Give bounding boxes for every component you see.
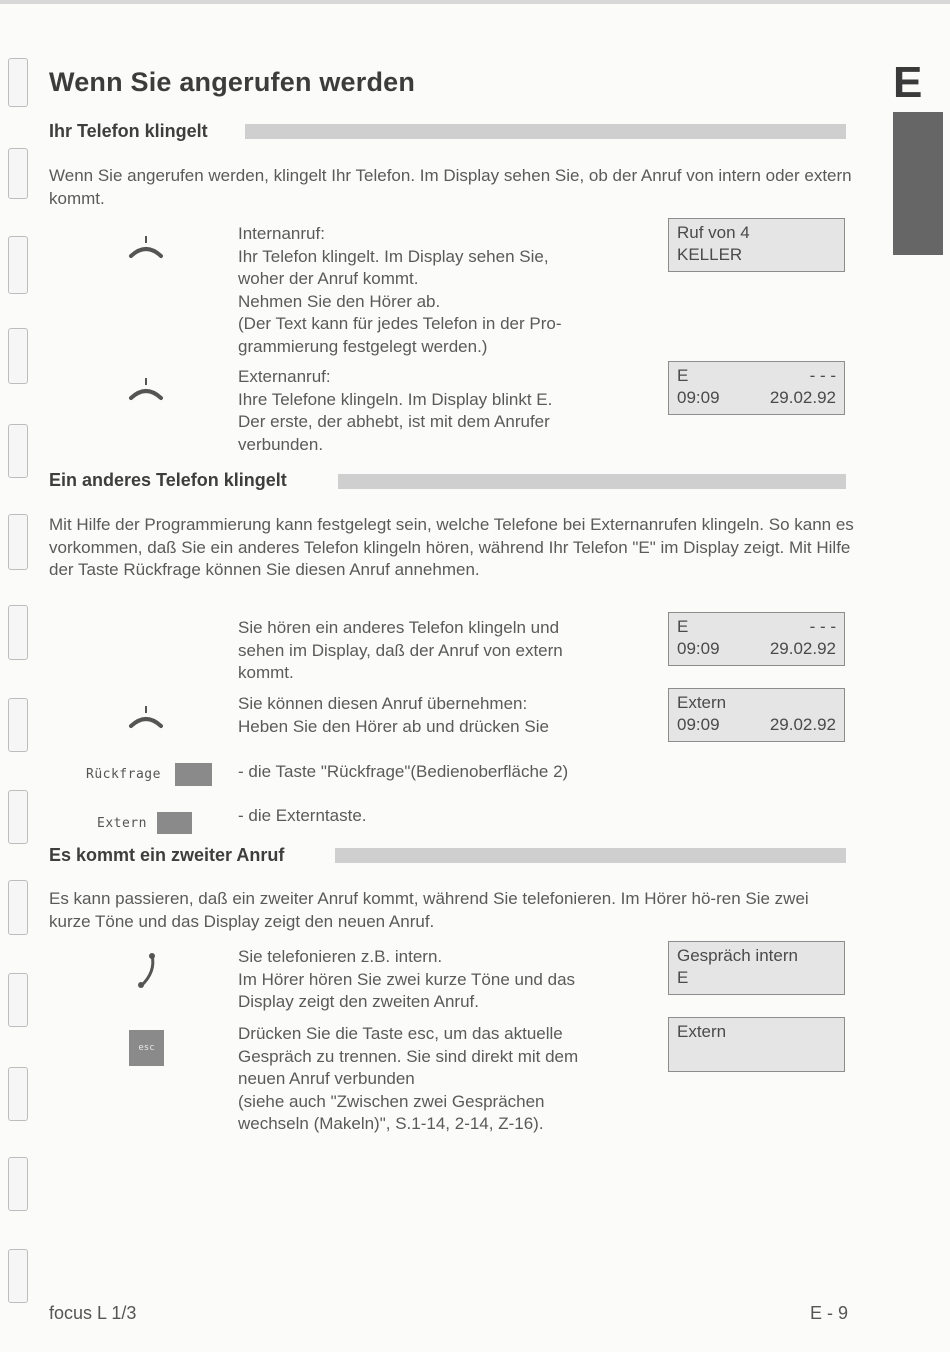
section-heading: Ihr Telefon klingelt [49,121,208,141]
phone-display: E - - - 09:09 29.02.92 [668,612,845,666]
section-intro: Mit Hilfe der Programmierung kann festgelegt sein, welche Telefone bei Externanrufen klingeln. So kann es vorkommen, daß Sie ein anderes Telefon klingeln hören, während Ihr Telefon "E" im Display zeigt. Mit Hilfe der Taste Rückfrage können Sie diesen Anruf annehmen. [49,515,854,579]
chapter-tab-letter: E [893,58,923,107]
esc-key[interactable]: esc [129,1030,164,1066]
extern-key[interactable] [157,812,192,834]
rueckfrage-key-label: Rückfrage [86,767,161,782]
item-description: Sie können diesen Anruf übernehmen: Heben Sie den Hörer ab und drücken Sie [238,694,549,736]
rueckfrage-key[interactable] [175,763,212,786]
item-description: Drücken Sie die Taste esc, um das aktuelle Gespräch zu trennen. Sie sind direkt mit dem neuen Anruf verbunden (siehe auch "Zwischen zwei Gesprächen wechseln (Makeln)", S.1-14, 2-14, Z-16). [238,1024,579,1133]
binder-hole [8,1067,28,1121]
phone-display: Ruf von 4 KELLER [668,218,845,272]
item-description: Externanruf: Ihre Telefone klingeln. Im Display blinkt E. Der erste, der abhebt, ist mit dem Anrufer verbunden. [238,367,553,454]
phone-display: Extern 09:09 29.02.92 [668,688,845,742]
section-heading: Es kommt ein zweiter Anruf [49,845,285,865]
binder-hole [8,698,28,752]
item-description: Internanruf: Ihr Telefon klingelt. Im Display sehen Sie, woher der Anruf kommt. Nehmen Sie den Hörer ab. (Der Text kann für jedes Telefon in der Pro- grammierung festgelegt werden.) [238,224,562,356]
binder-hole [8,514,28,570]
binder-hole [8,148,28,199]
item-description: - die Taste "Rückfrage"(Bedienoberfläche 2) [238,762,569,781]
section-rule [338,474,846,489]
binder-hole [8,605,28,660]
item-description: - die Externtaste. [238,806,367,825]
binder-hole [8,973,28,1027]
binder-hole [8,790,28,844]
page-top-edge [0,0,950,4]
binder-hole [8,424,28,478]
item-description: Sie telefonieren z.B. intern. Im Hörer hören Sie zwei kurze Töne und das Display zeigt den zweiten Anruf. [238,947,576,1011]
phone-display: Extern [668,1017,845,1072]
section-intro: Wenn Sie angerufen werden, klingelt Ihr Telefon. Im Display sehen Sie, ob der Anruf von intern oder extern kommt. [49,166,852,208]
binder-hole [8,1249,28,1303]
handset-ringing-icon [128,704,164,730]
extern-key-label: Extern [97,816,147,831]
phone-display: E - - - 09:09 29.02.92 [668,361,845,415]
section-rule [335,848,846,863]
footer-product: focus L 1/3 [49,1303,137,1323]
phone-display: Gespräch intern E [668,941,845,995]
chapter-tab-marker [893,112,943,255]
binder-hole [8,328,28,384]
section-heading: Ein anderes Telefon klingelt [49,470,287,490]
binder-hole [8,1157,28,1211]
section-rule [245,124,846,139]
handset-in-use-icon [136,952,160,990]
handset-ringing-icon [128,234,164,260]
page-number: E - 9 [810,1303,849,1323]
handset-ringing-icon [128,376,164,402]
page-title: Wenn Sie angerufen werden [49,67,416,97]
binder-hole [8,880,28,935]
section-intro: Es kann passieren, daß ein zweiter Anruf kommt, während Sie telefonieren. Im Hörer hö-ren Sie zwei kurze Töne und das Display zeigt den neuen Anruf. [49,889,809,931]
binder-hole [8,58,28,107]
binder-hole [8,236,28,294]
item-description: Sie hören ein anderes Telefon klingeln und sehen im Display, daß der Anruf von extern kommt. [238,618,563,682]
